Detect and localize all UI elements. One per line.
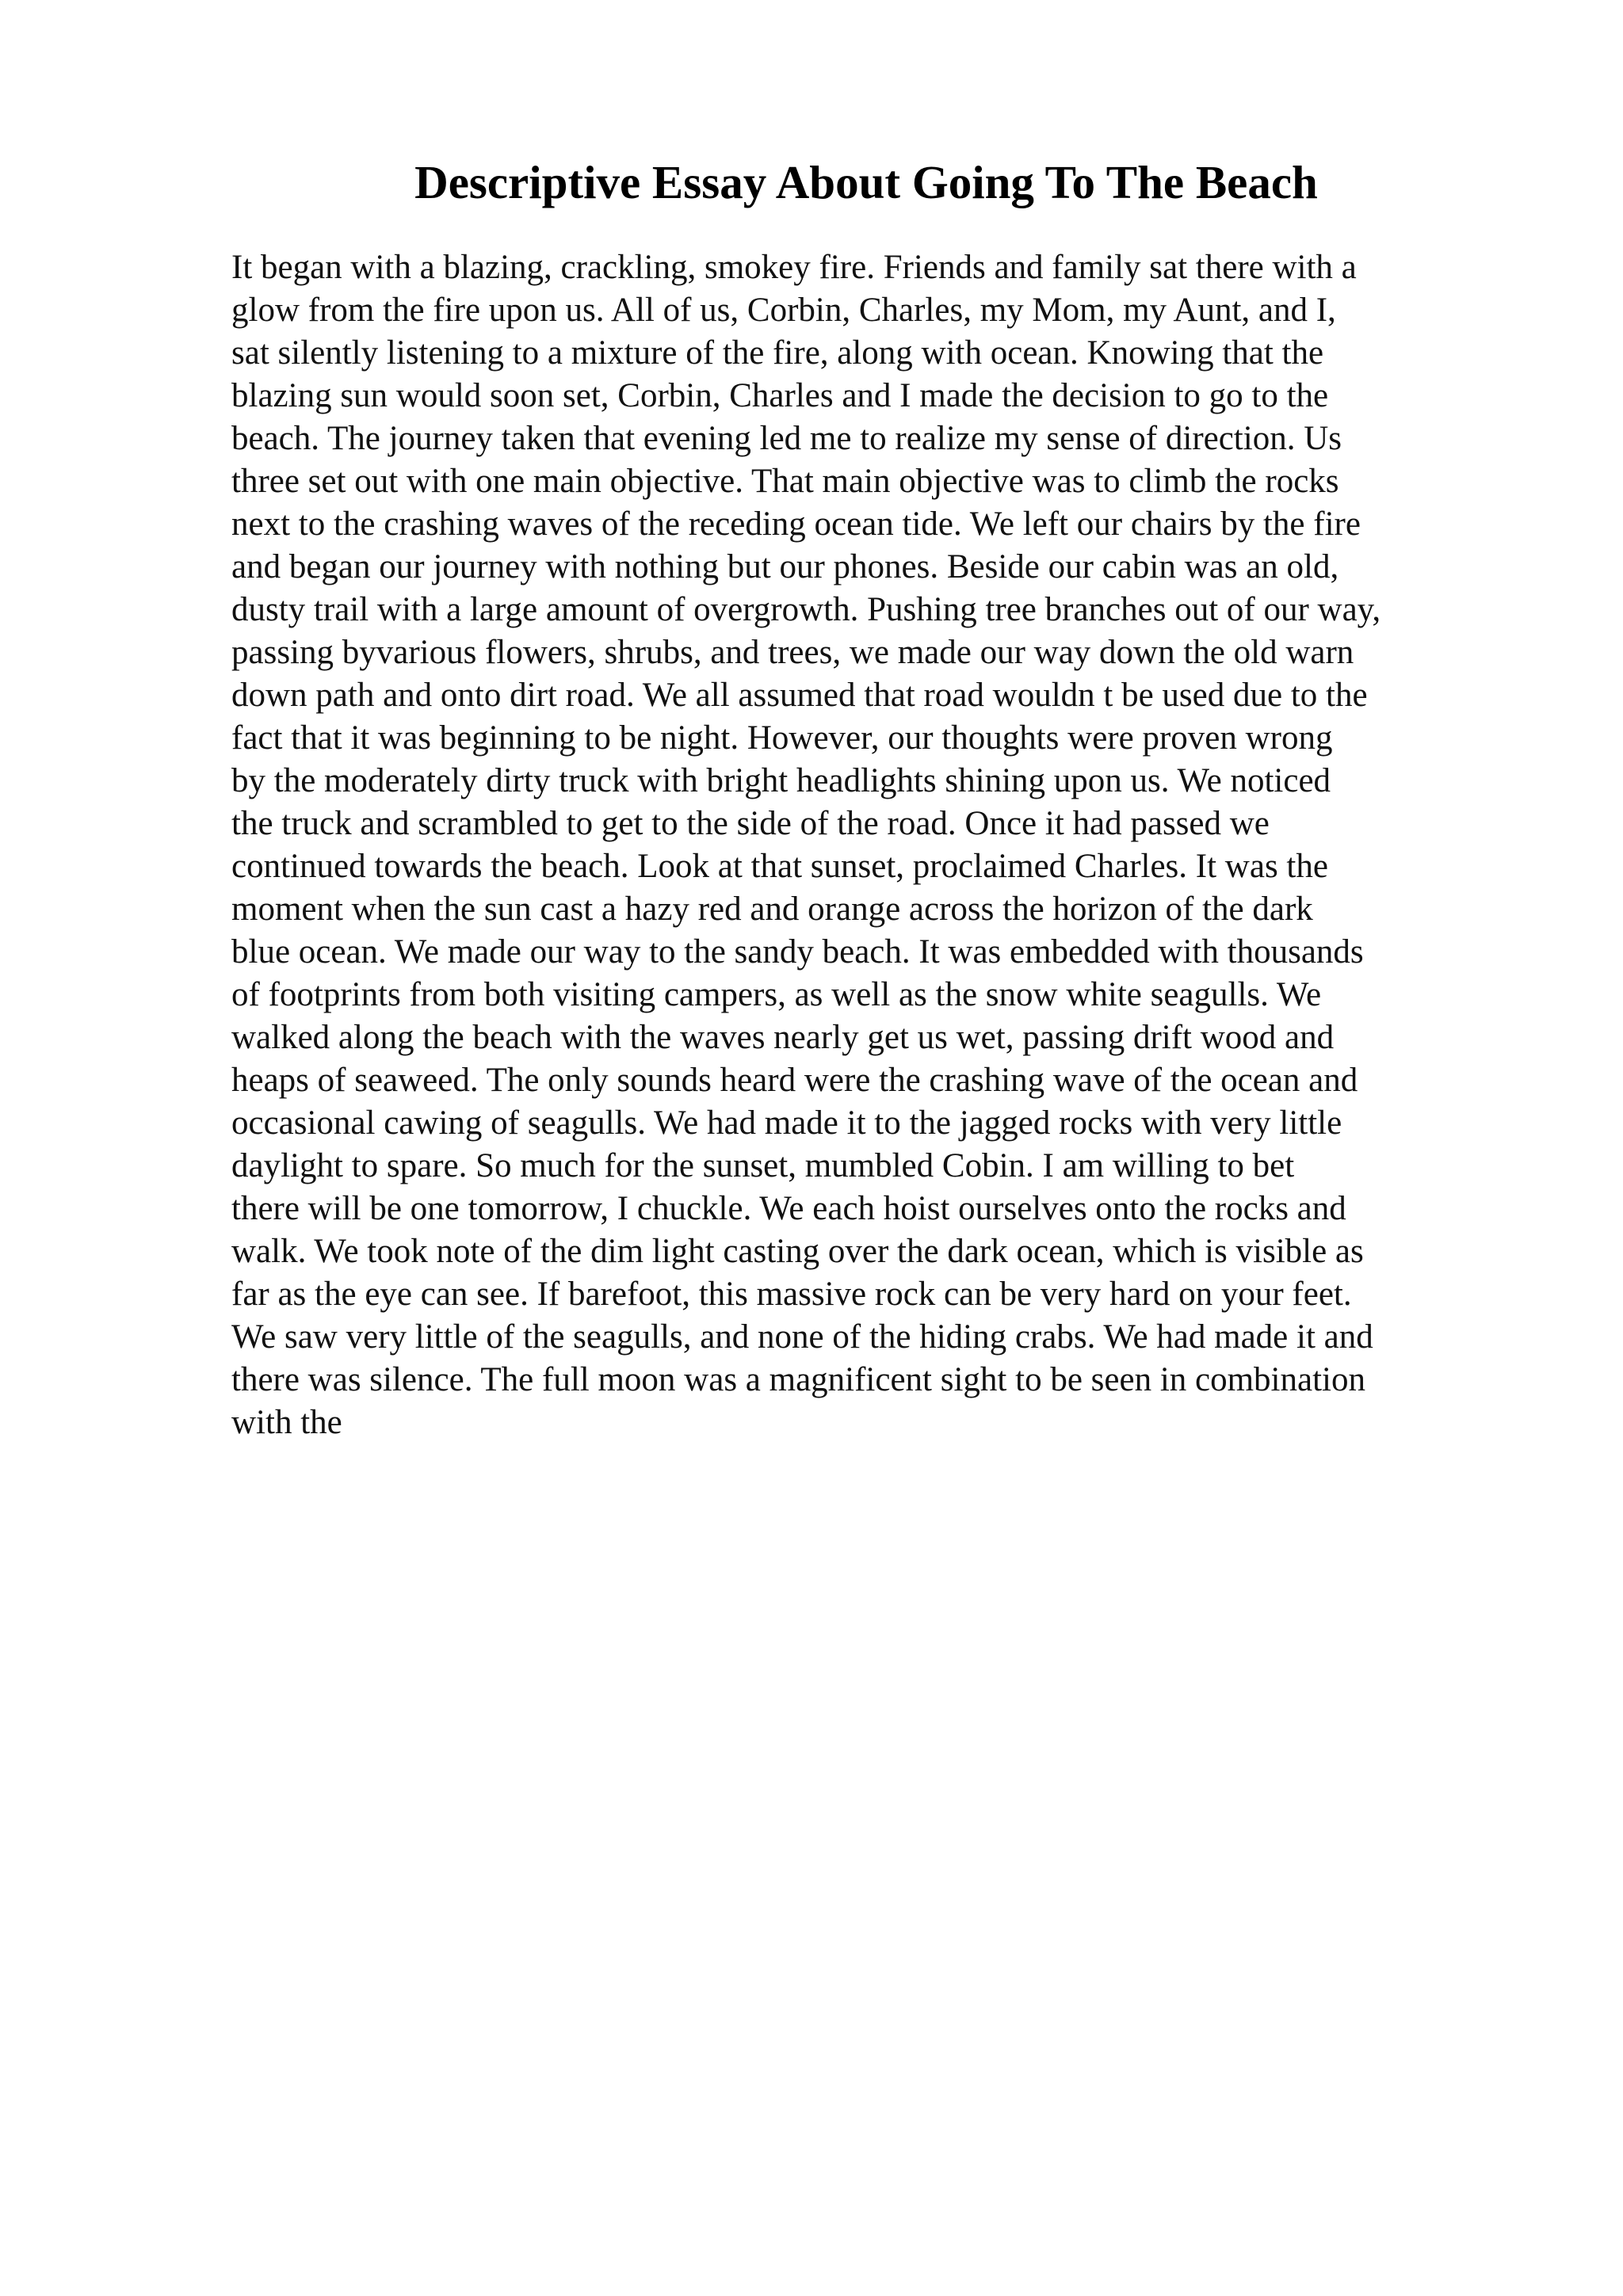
- essay-body: [231, 246, 1579, 1444]
- essay-line: moment when the sun cast a hazy red and orange across the horizon of the dark: [231, 891, 1313, 928]
- essay-line: fact that it was beginning to be night. However, our thoughts were proven wrong: [231, 719, 1333, 757]
- essay-line: glow from the fire upon us. All of us, Corbin, Charles, my Mom, my Aunt, and I,: [231, 292, 1336, 329]
- essay-line: blazing sun would soon set, Corbin, Charles and I made the decision to go to the: [231, 377, 1329, 414]
- essay-line: next to the crashing waves of the receding ocean tide. We left our chairs by the fire: [231, 505, 1361, 543]
- essay-line: daylight to spare. So much for the sunset, mumbled Cobin. I am willing to bet: [231, 1147, 1295, 1184]
- essay-line: heaps of seaweed. The only sounds heard were the crashing wave of the ocean and: [231, 1062, 1358, 1099]
- essay-line: with the: [231, 1404, 342, 1441]
- essay-line: sat silently listening to a mixture of the fire, along with ocean. Knowing that the: [231, 334, 1324, 372]
- essay-line: walk. We took note of the dim light casting over the dark ocean, which is visible as: [231, 1233, 1364, 1270]
- essay-line: occasional cawing of seagulls. We had made it to the jagged rocks with very little: [231, 1104, 1342, 1142]
- essay-line: It began with a blazing, crackling, smokey fire. Friends and family sat there with a: [231, 249, 1357, 286]
- essay-line: beach. The journey taken that evening led me to realize my sense of direction. Us: [231, 420, 1342, 457]
- essay-line: dusty trail with a large amount of overgrowth. Pushing tree branches out of our way,: [231, 591, 1381, 628]
- essay-line: walked along the beach with the waves nearly get us wet, passing drift wood and: [231, 1019, 1335, 1056]
- essay-line: blue ocean. We made our way to the sandy beach. It was embedded with thousands: [231, 933, 1364, 971]
- essay-line: far as the eye can see. If barefoot, this massive rock can be very hard on your feet.: [231, 1276, 1352, 1313]
- essay-line: there will be one tomorrow, I chuckle. We each hoist ourselves onto the rocks and: [231, 1190, 1346, 1227]
- essay-line: the truck and scrambled to get to the side of the road. Once it had passed we: [231, 805, 1270, 842]
- essay-line: down path and onto dirt road. We all assumed that road wouldn t be used due to the: [231, 677, 1368, 714]
- essay-line: We saw very little of the seagulls, and none of the hiding crabs. We had made it and: [231, 1318, 1373, 1356]
- essay-line: of footprints from both visiting campers, as well as the snow white seagulls. We: [231, 976, 1322, 1013]
- essay-line: there was silence. The full moon was a magnificent sight to be seen in combination: [231, 1361, 1365, 1398]
- essay-line: by the moderately dirty truck with bright headlights shining upon us. We noticed: [231, 762, 1331, 799]
- essay-line: passing byvarious flowers, shrubs, and trees, we made our way down the old warn: [231, 634, 1354, 671]
- document-title: Descriptive Essay About Going To The Beach: [414, 156, 1318, 208]
- essay-line: three set out with one main objective. That main objective was to climb the rocks: [231, 463, 1339, 500]
- essay-line: and began our journey with nothing but our phones. Beside our cabin was an old,: [231, 548, 1339, 585]
- essay-line: continued towards the beach. Look at that sunset, proclaimed Charles. It was the: [231, 848, 1328, 885]
